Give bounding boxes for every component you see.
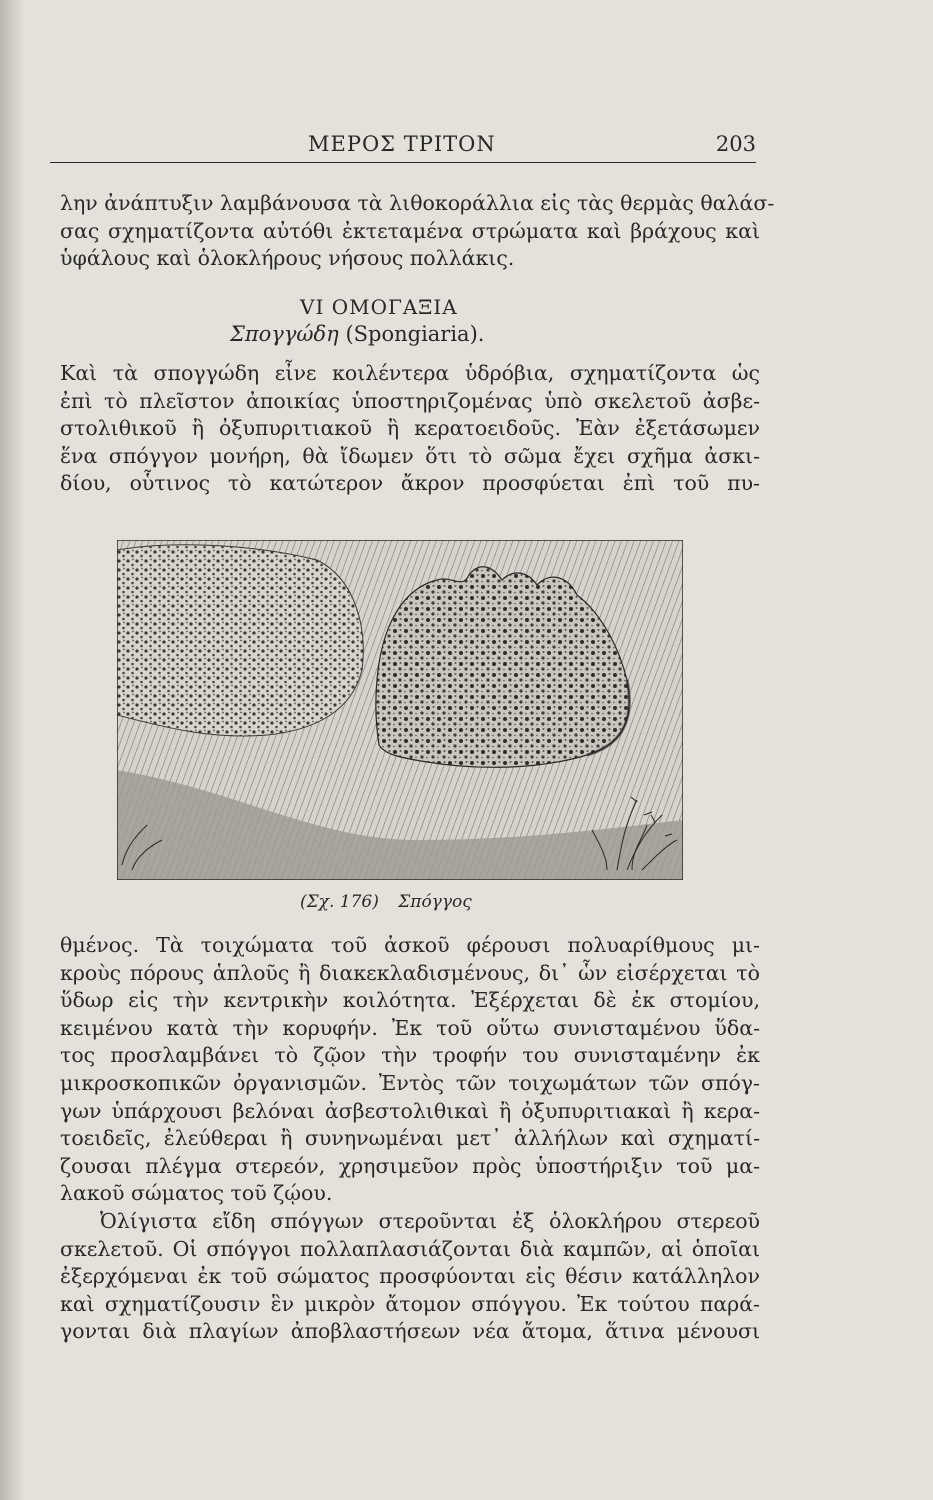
paragraph-body bbox=[60, 932, 760, 1208]
text-line: κροὺς πόρους ἁπλοῦς ἢ διακεκλαδισμένους, δι᾽ ὧν εἰσέρχεται τὸ bbox=[60, 960, 760, 985]
text-line: ζουσαι πλέγμα στερεόν, χρησιμεῦον πρὸς ὑποστήριξιν τοῦ μα- bbox=[60, 1153, 760, 1178]
text-line: ὑφάλους καὶ ὁλοκλήρους νήσους πολλάκις. bbox=[60, 246, 515, 271]
text-line: θμένος. Τὰ τοιχώματα τοῦ ἀσκοῦ φέρουσι πολυαρίθμους μι- bbox=[60, 933, 760, 957]
text-line: σκελετοῦ. Οἱ σπόγγοι πολλαπλασιάζονται διὰ καμπῶν, αἱ ὁποῖαι bbox=[60, 1236, 760, 1261]
text-line: ὕδωρ εἰς τὴν κεντρικὴν κοιλότητα. Ἐξέρχεται δὲ ἐκ στομίου, bbox=[60, 988, 760, 1013]
text-line: τοειδεῖς, ἐλεύθεραι ἢ συνηνωμέναι μετ᾽ ἀλλήλων καὶ σχηματί- bbox=[60, 1126, 760, 1151]
text-line: τος προσλαμβάνει τὸ ζῷον τὴν τροφήν του συνισταμένην ἐκ bbox=[60, 1043, 760, 1068]
text-line: δίου, οὗτινος τὸ κατώτερον ἄκρον προσφύεται ἐπὶ τοῦ πυ- bbox=[60, 471, 760, 496]
page-number: 203 bbox=[715, 132, 756, 156]
text-line: λην ἀνάπτυξιν λαμβάνουσα τὰ λιθοκοράλλια εἰς τὰς θερμὰς θαλάσ- bbox=[60, 191, 775, 215]
running-header bbox=[50, 120, 756, 160]
paragraph-continuation bbox=[60, 190, 775, 273]
text-line: ἐπὶ τὸ πλεῖστον ἀποικίας ὑποστηριζομένας ὑπὸ σκελετοῦ ἀσβε- bbox=[60, 388, 760, 413]
text-line: κειμένου κατὰ τὴν κορυφήν. Ἐκ τοῦ οὕτω συνισταμένου ὕδα- bbox=[60, 1015, 760, 1040]
sponge-left bbox=[117, 545, 363, 736]
figure-label: Σπόγγος bbox=[398, 892, 472, 912]
page-gutter-shadow bbox=[0, 0, 24, 1500]
text-line: μικροσκοπικῶν ὀργανισμῶν. Ἐντὸς τῶν τοιχωμάτων τῶν σπόγ- bbox=[60, 1070, 760, 1095]
text-line: Καὶ τὰ σπογγώδη εἶνε κοιλέντερα ὑδρόβια, σχηματίζοντα ὡς bbox=[60, 361, 760, 385]
text-line: γων ὑπάρχουσι βελόναι ἀσβεστολιθικαὶ ἢ ὀξυπυριτιακαὶ ἢ κερα- bbox=[60, 1098, 760, 1123]
section-heading: VI ΟΜΟΓΑΞΙΑ bbox=[300, 295, 458, 319]
paragraph-reproduction bbox=[60, 1208, 760, 1346]
text-line: Ὀλίγιστα εἴδη σπόγγων στεροῦνται ἐξ ὁλοκλήρου στερεοῦ bbox=[100, 1209, 760, 1233]
subtitle-greek: Σπογγώδη bbox=[230, 322, 339, 346]
subtitle-latin: (Spongiaria). bbox=[345, 322, 485, 346]
figure-caption bbox=[300, 892, 472, 912]
figure-number: (Σχ. 176) bbox=[300, 892, 379, 912]
paragraph-intro bbox=[60, 360, 760, 498]
text-line: ἐξερχόμεναι ἐκ τοῦ σώματος προσφύονται εἰς θέσιν κατάλληλον bbox=[60, 1264, 760, 1289]
text-line: γονται διὰ πλαγίων ἀποβλαστήσεων νέα ἄτομα, ἅτινα μένουσι bbox=[60, 1319, 760, 1344]
text-line: ἕνα σπόγγον μονήρη, θὰ ἴδωμεν ὅτι τὸ σῶμα ἔχει σχῆμα ἀσκι- bbox=[60, 443, 760, 468]
text-line: σας σχηματίζοντα αὐτόθι ἐκτεταμένα στρώματα καὶ βράχους καὶ bbox=[60, 218, 760, 243]
text-line: καὶ σχηματίζουσιν ἓν μικρὸν ἄτομον σπόγγου. Ἐκ τούτου παρά- bbox=[60, 1291, 760, 1316]
sponge-illustration bbox=[117, 540, 683, 880]
header-rule bbox=[50, 162, 756, 163]
text-line: λακοῦ σώματος τοῦ ζῴου. bbox=[60, 1181, 333, 1206]
section-subtitle bbox=[230, 322, 484, 346]
running-title: ΜΕΡΟΣ ΤΡΙΤΟΝ bbox=[308, 132, 496, 156]
text-line: στολιθικοῦ ἢ ὀξυπυριτιακοῦ ἢ κερατοειδοῦς. Ἐὰν ἐξετάσωμεν bbox=[60, 416, 760, 441]
sponge-engraving bbox=[117, 540, 683, 880]
